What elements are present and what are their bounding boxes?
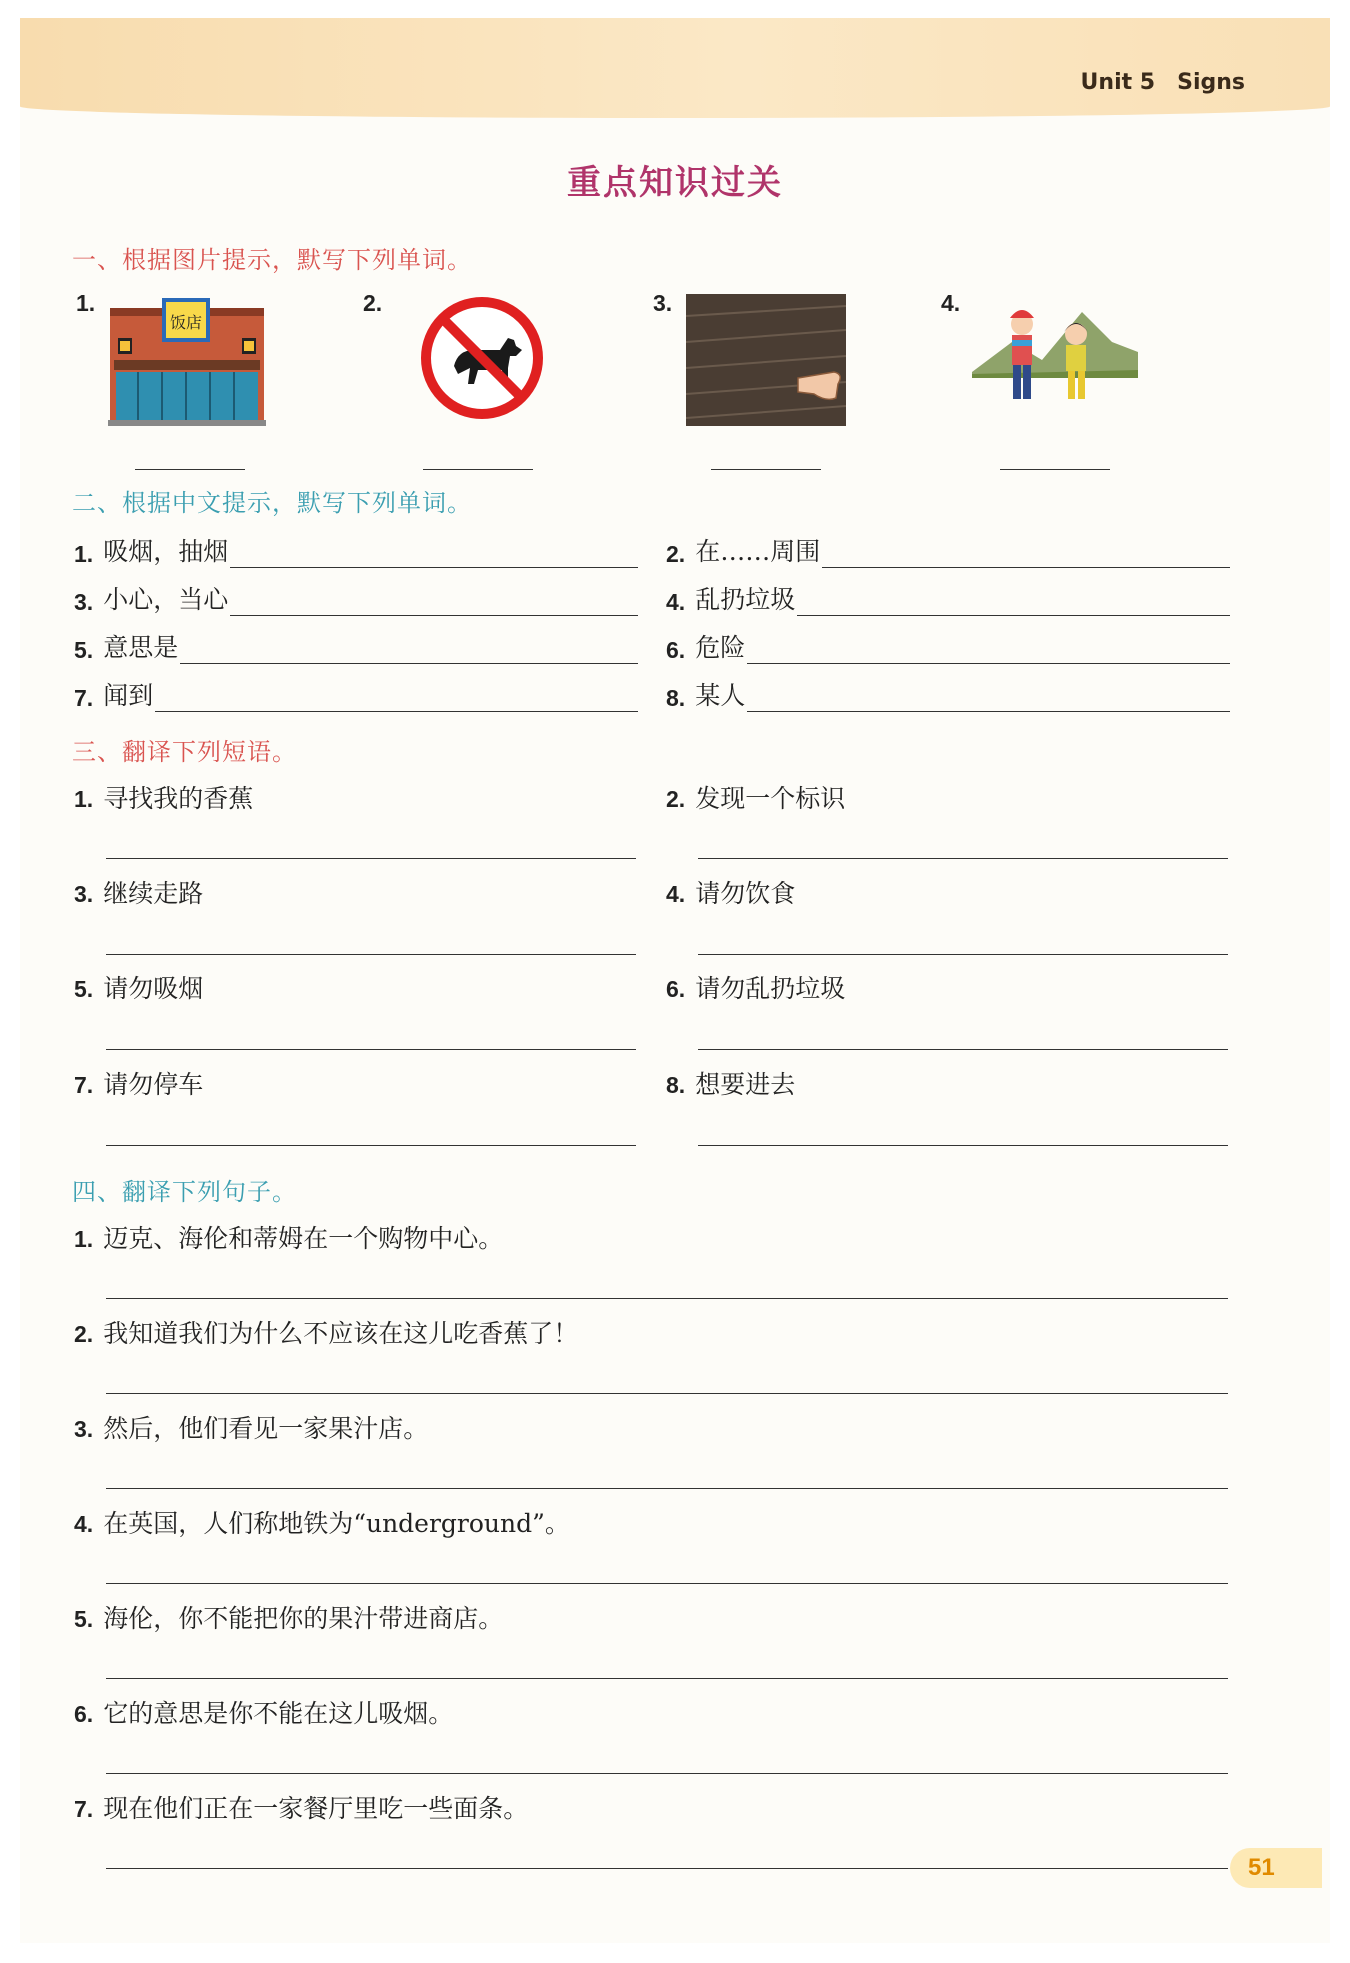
phrase-item: 7. 请勿停车 — [74, 1070, 204, 1099]
phrase-item: 3. 继续走路 — [74, 879, 204, 908]
phrase-item: 5. 请勿吸烟 — [74, 974, 204, 1003]
answer-line[interactable] — [698, 1145, 1228, 1146]
unit-number: Unit 5 — [1080, 70, 1156, 95]
wet-floor-icon — [686, 294, 846, 426]
answer-line[interactable] — [106, 1868, 1228, 1869]
page-title: 重点知识过关 — [567, 163, 783, 203]
no-dogs-sign-icon — [418, 294, 546, 422]
answer-line[interactable] — [698, 858, 1228, 859]
answer-line[interactable] — [747, 683, 1230, 712]
phrase-item: 6. 请勿乱扔垃圾 — [666, 974, 846, 1003]
answer-line[interactable] — [797, 587, 1230, 616]
pic2-number: 2. — [363, 290, 383, 316]
section1-title: 一、根据图片提示，默写下列单词。 — [72, 246, 472, 274]
answer-line[interactable] — [230, 539, 638, 568]
answer-line[interactable] — [180, 635, 638, 664]
answer-line[interactable] — [106, 858, 636, 859]
answer-line[interactable] — [106, 1678, 1228, 1679]
sentence-item: 3. 然后，他们看见一家果汁店。 — [74, 1414, 429, 1443]
phrase-item: 8. 想要进去 — [666, 1070, 796, 1099]
vocab-row: 5. 意思是 — [74, 628, 638, 664]
answer-line[interactable] — [106, 1393, 1228, 1394]
answer-line[interactable] — [106, 1298, 1228, 1299]
sentence-item: 7. 现在他们正在一家餐厅里吃一些面条。 — [74, 1794, 529, 1823]
hiking-kids-icon — [972, 302, 1138, 414]
unit-topic: Signs — [1177, 70, 1245, 95]
section4-title: 四、翻译下列句子。 — [72, 1178, 297, 1206]
pic1-number: 1. — [76, 290, 96, 316]
pic2-answer-blank[interactable] — [423, 469, 533, 470]
phrase-item: 4. 请勿饮食 — [666, 879, 796, 908]
phrase-item: 1. 寻找我的香蕉 — [74, 784, 254, 813]
vocab-row: 7. 闻到 — [74, 676, 638, 712]
section3-title: 三、翻译下列短语。 — [72, 738, 297, 766]
vocab-row: 6. 危险 — [666, 628, 1230, 664]
answer-line[interactable] — [698, 954, 1228, 955]
answer-line[interactable] — [106, 1049, 636, 1050]
sentence-item: 2. 我知道我们为什么不应该在这儿吃香蕉了！ — [74, 1319, 579, 1348]
vocab-row: 8. 某人 — [666, 676, 1230, 712]
vocab-row: 4. 乱扔垃圾 — [666, 580, 1230, 616]
answer-line[interactable] — [106, 1583, 1228, 1584]
pic4-number: 4. — [941, 290, 961, 316]
answer-line[interactable] — [106, 1145, 636, 1146]
unit-label — [1081, 70, 1245, 95]
answer-line[interactable] — [106, 1773, 1228, 1774]
page-number: 51 — [1230, 1848, 1322, 1888]
answer-line[interactable] — [822, 539, 1230, 568]
pic3-answer-blank[interactable] — [711, 469, 821, 470]
phrase-item: 2. 发现一个标识 — [666, 784, 846, 813]
sentence-item: 6. 它的意思是你不能在这儿吸烟。 — [74, 1699, 454, 1728]
pic3-number: 3. — [653, 290, 673, 316]
answer-line[interactable] — [106, 1488, 1228, 1489]
answer-line[interactable] — [230, 587, 638, 616]
vocab-row: 2. 在……周围 — [666, 532, 1230, 568]
sentence-item: 5. 海伦，你不能把你的果汁带进商店。 — [74, 1604, 504, 1633]
header-band — [20, 18, 1330, 118]
vocab-row: 1. 吸烟，抽烟 — [74, 532, 638, 568]
pic4-answer-blank[interactable] — [1000, 469, 1110, 470]
answer-line[interactable] — [747, 635, 1230, 664]
pic1-answer-blank[interactable] — [135, 469, 245, 470]
answer-line[interactable] — [155, 683, 638, 712]
restaurant-sign-text: 饭店 — [169, 313, 203, 332]
sentence-item: 1. 迈克、海伦和蒂姆在一个购物中心。 — [74, 1224, 504, 1253]
vocab-row: 3. 小心，当心 — [74, 580, 638, 616]
restaurant-building-icon — [108, 298, 266, 426]
section2-title: 二、根据中文提示，默写下列单词。 — [72, 489, 472, 517]
sentence-item: 4. 在英国，人们称地铁为“underground”。 — [74, 1509, 570, 1538]
answer-line[interactable] — [698, 1049, 1228, 1050]
answer-line[interactable] — [106, 954, 636, 955]
